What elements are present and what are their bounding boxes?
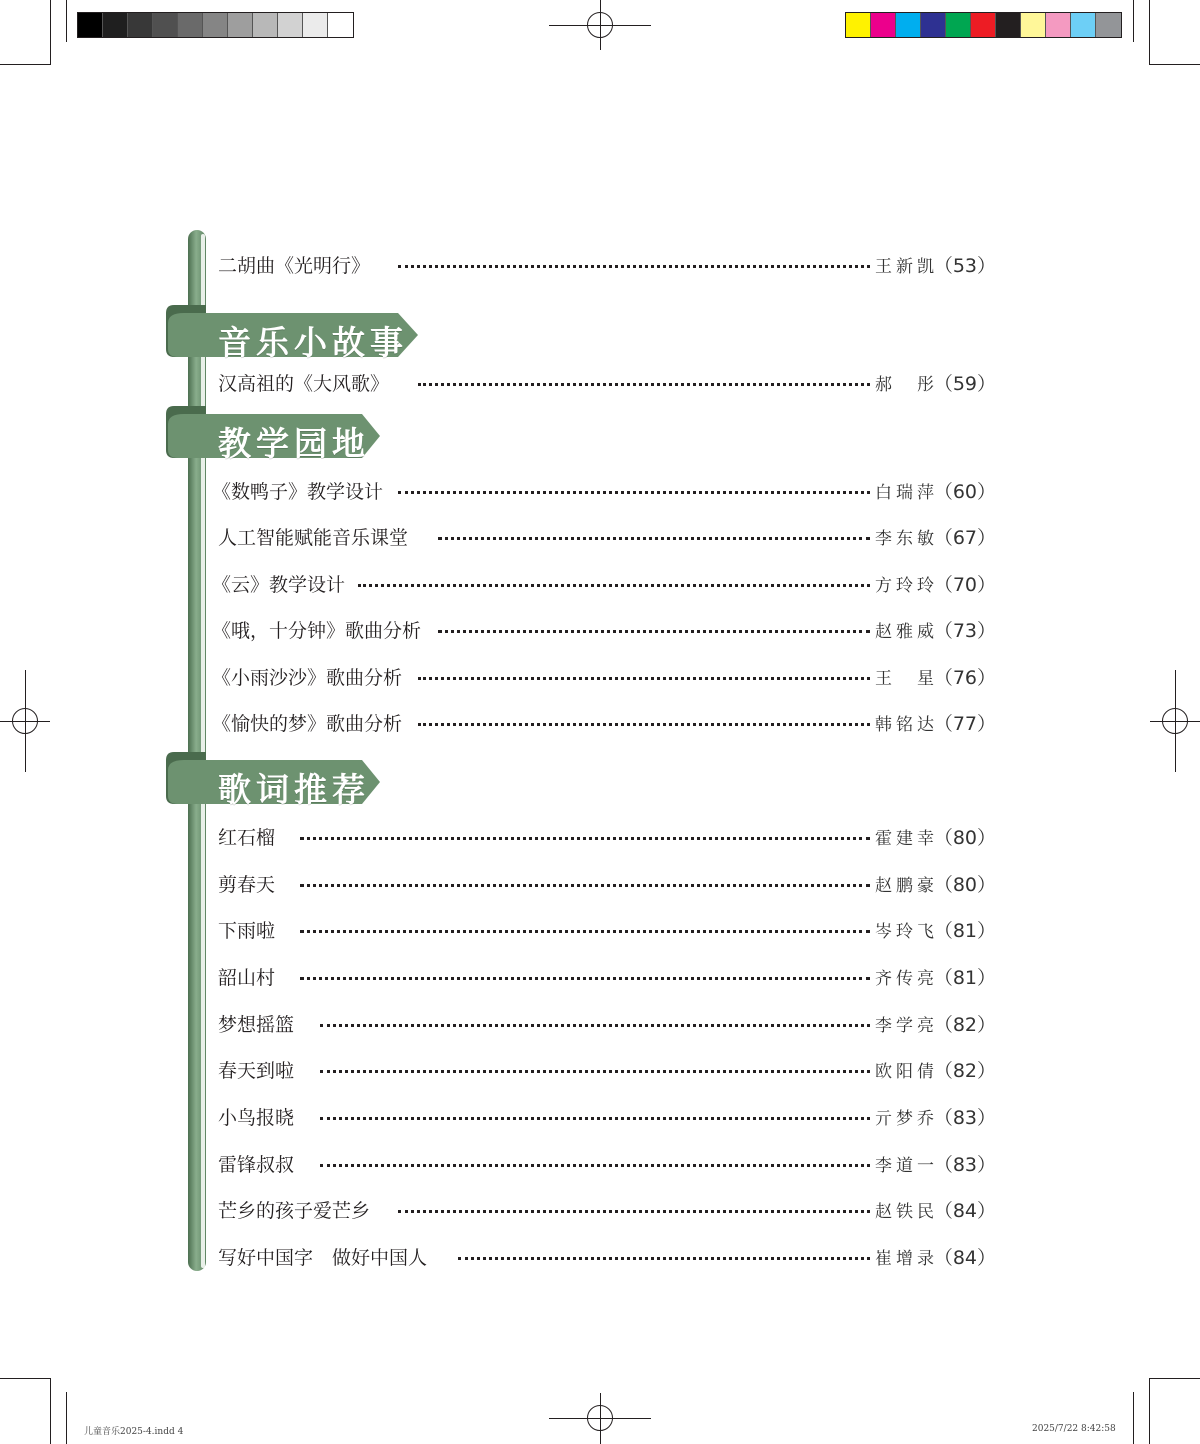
toc-entry-title: 芒乡的孩子爱芒乡	[218, 1196, 376, 1223]
color-swatch	[996, 13, 1021, 37]
color-swatch	[78, 13, 103, 37]
toc-entry[interactable]	[212, 867, 996, 897]
toc-entry-author: 李道一	[875, 1156, 938, 1176]
toc-leader-dots	[398, 265, 870, 268]
toc-leader-dots	[438, 537, 870, 540]
color-swatch	[253, 13, 278, 37]
toc-entry-author: 赵雅威	[875, 622, 938, 642]
toc-entry-page: （84）	[933, 1200, 996, 1222]
color-swatch	[228, 13, 253, 37]
toc-entry[interactable]	[212, 1100, 996, 1130]
process-color-bar	[845, 12, 1122, 38]
toc-entry-author: 李东敏	[875, 529, 938, 549]
toc-entry[interactable]	[212, 520, 996, 550]
color-swatch	[871, 13, 896, 37]
toc-entry-page: （53）	[933, 255, 996, 277]
toc-entry-author: 王新凯	[875, 257, 938, 277]
crop-mark	[0, 1378, 51, 1379]
toc-entry-title: 下雨啦	[218, 916, 281, 943]
toc-leader-dots	[398, 1210, 870, 1213]
crop-mark	[1149, 64, 1200, 65]
toc-entry[interactable]	[212, 567, 996, 597]
color-swatch	[896, 13, 921, 37]
section-title: 音乐小故事	[218, 323, 408, 362]
toc-entry-page: （77）	[933, 713, 996, 735]
color-swatch	[303, 13, 328, 37]
toc-entry-page: （82）	[933, 1014, 996, 1036]
toc-entry[interactable]	[212, 706, 996, 736]
toc-entry-page: （67）	[933, 527, 996, 549]
toc-entry-title: 《愉快的梦》歌曲分析	[212, 709, 408, 736]
toc-leader-dots	[458, 1257, 870, 1260]
toc-entry-author: 方玲玲	[875, 576, 938, 596]
toc-entry-author: 霍建幸	[875, 829, 938, 849]
crop-mark	[1149, 1378, 1150, 1444]
toc-entry[interactable]	[212, 613, 996, 643]
toc-leader-dots	[358, 584, 870, 587]
toc-entry-author: 岑玲飞	[875, 922, 938, 942]
toc-entry-page: （76）	[933, 667, 996, 689]
color-swatch	[946, 13, 971, 37]
color-swatch	[278, 13, 303, 37]
toc-leader-dots	[300, 977, 870, 980]
toc-entry-title: 汉高祖的《大风歌》	[218, 369, 395, 396]
color-swatch	[1046, 13, 1071, 37]
color-swatch	[846, 13, 871, 37]
toc-entry-title: 春天到啦	[218, 1056, 300, 1083]
toc-entry[interactable]	[212, 366, 996, 396]
toc-entry-author: 崔增录	[875, 1249, 938, 1269]
toc-entry[interactable]	[212, 1147, 996, 1177]
toc-leader-dots	[300, 837, 870, 840]
toc-entry[interactable]	[212, 913, 996, 943]
toc-leader-dots	[320, 1024, 870, 1027]
section-banner	[166, 752, 382, 809]
toc-entry-author: 赵鹏豪	[875, 876, 938, 896]
toc-entry[interactable]	[212, 660, 996, 690]
color-swatch	[103, 13, 128, 37]
toc-leader-dots	[320, 1070, 870, 1073]
toc-entry-author: 齐传亮	[875, 969, 938, 989]
toc-entry-title: 《哦，十分钟》歌曲分析	[212, 616, 427, 643]
toc-entry-title: 人工智能赋能音乐课堂	[218, 523, 414, 550]
toc-entry-author: 郝 彤	[875, 375, 938, 395]
color-swatch	[203, 13, 228, 37]
crop-mark	[50, 0, 51, 65]
toc-entry-author: 李学亮	[875, 1016, 938, 1036]
toc-entry-page: （70）	[933, 574, 996, 596]
toc-entry-author: 亓梦乔	[875, 1109, 938, 1129]
toc-leader-dots	[320, 1164, 870, 1167]
toc-entry[interactable]	[212, 1240, 996, 1270]
toc-entry-page: （83）	[933, 1107, 996, 1129]
toc-entry-title: 雷锋叔叔	[218, 1150, 300, 1177]
toc-entry-title: 《小雨沙沙》歌曲分析	[212, 663, 408, 690]
section-title: 教学园地	[218, 424, 370, 463]
toc-entry-page: （80）	[933, 827, 996, 849]
toc-entry-page: （83）	[933, 1154, 996, 1176]
section-banner	[166, 305, 420, 362]
registration-mark	[12, 708, 38, 734]
toc-entry-author: 赵铁民	[875, 1202, 938, 1222]
toc-entry[interactable]	[212, 820, 996, 850]
toc-entry-page: （80）	[933, 874, 996, 896]
toc-entry[interactable]	[212, 1053, 996, 1083]
toc-entry-title: 写好中国字 做好中国人	[218, 1243, 433, 1270]
registration-mark	[1162, 708, 1188, 734]
toc-entry-title: 红石榴	[218, 823, 281, 850]
registration-mark	[587, 12, 613, 38]
color-swatch	[1096, 13, 1121, 37]
color-swatch	[128, 13, 153, 37]
toc-entry[interactable]	[212, 248, 996, 278]
toc-entry[interactable]	[212, 960, 996, 990]
footer-file-name: 儿童音乐2025-4.indd 4	[84, 1427, 184, 1437]
registration-mark	[587, 1405, 613, 1431]
toc-entry-title: 剪春天	[218, 870, 281, 897]
toc-entry[interactable]	[212, 1007, 996, 1037]
toc-entry-title: 小鸟报晓	[218, 1103, 300, 1130]
color-swatch	[1071, 13, 1096, 37]
toc-entry[interactable]	[212, 474, 996, 504]
toc-entry[interactable]	[212, 1193, 996, 1223]
grayscale-color-bar	[77, 12, 354, 38]
toc-leader-dots	[300, 930, 870, 933]
toc-entry-author: 韩铭达	[875, 715, 938, 735]
footer-timestamp: 2025/7/22 8:42:58	[1032, 1424, 1116, 1434]
crop-mark	[66, 0, 67, 42]
toc-entry-page: （84）	[933, 1247, 996, 1269]
toc-entry-title: 《数鸭子》教学设计	[212, 477, 389, 504]
toc-entry-author: 白瑞萍	[875, 483, 938, 503]
toc-entry-page: （60）	[933, 481, 996, 503]
color-swatch	[921, 13, 946, 37]
toc-entry-author: 王 星	[875, 669, 938, 689]
toc-entry-page: （81）	[933, 967, 996, 989]
toc-leader-dots	[300, 884, 870, 887]
crop-mark	[1133, 0, 1134, 42]
crop-mark	[1149, 0, 1150, 65]
section-title: 歌词推荐	[218, 770, 370, 809]
color-swatch	[971, 13, 996, 37]
toc-entry-page: （59）	[933, 373, 996, 395]
toc-leader-dots	[320, 1117, 870, 1120]
crop-mark	[1149, 1378, 1200, 1379]
toc-leader-dots	[438, 630, 870, 633]
section-banner	[166, 406, 382, 463]
crop-mark	[66, 1392, 67, 1444]
toc-entry-page: （82）	[933, 1060, 996, 1082]
color-swatch	[178, 13, 203, 37]
toc-entry-title: 韶山村	[218, 963, 281, 990]
toc-leader-dots	[418, 383, 870, 386]
crop-mark	[50, 1378, 51, 1444]
color-swatch	[1021, 13, 1046, 37]
toc-leader-dots	[418, 677, 870, 680]
toc-spine-highlight	[201, 234, 205, 1268]
toc-entry-page: （73）	[933, 620, 996, 642]
color-swatch	[153, 13, 178, 37]
toc-leader-dots	[398, 491, 870, 494]
crop-mark	[0, 64, 51, 65]
toc-leader-dots	[418, 723, 870, 726]
toc-entry-title: 《云》教学设计	[212, 570, 351, 597]
toc-entry-page: （81）	[933, 920, 996, 942]
toc-entry-title: 梦想摇篮	[218, 1010, 300, 1037]
toc-entry-title: 二胡曲《光明行》	[218, 251, 376, 278]
crop-mark	[1133, 1392, 1134, 1444]
toc-entry-author: 欧阳倩	[875, 1062, 938, 1082]
color-swatch	[328, 13, 353, 37]
